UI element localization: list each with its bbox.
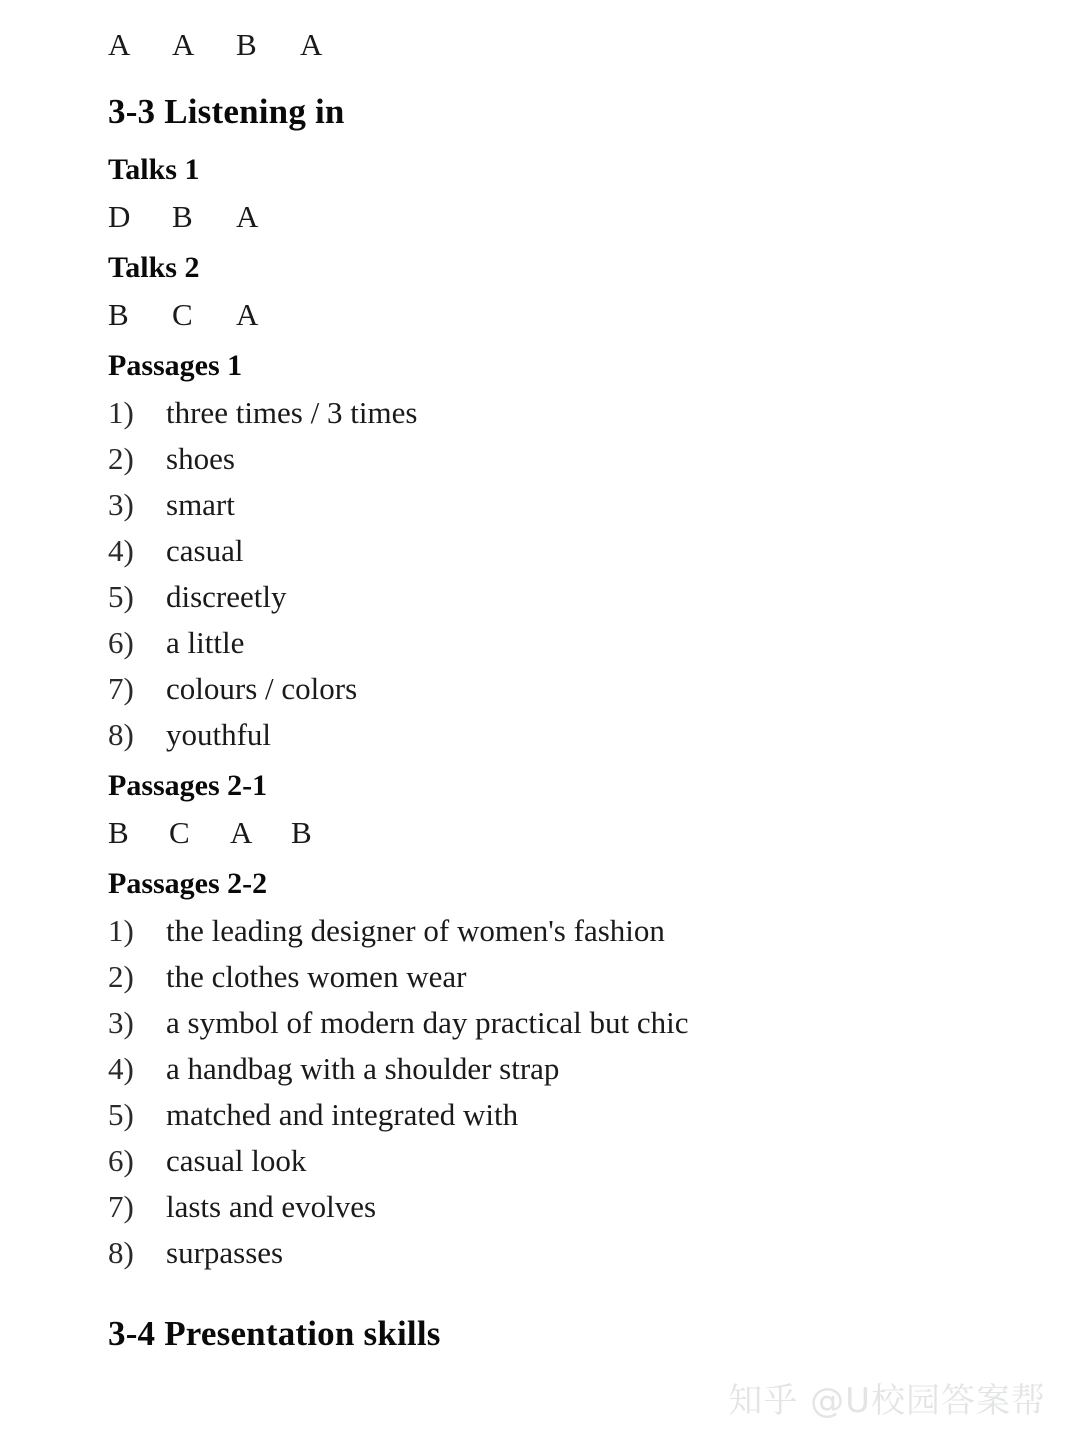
item-number: 7) (108, 671, 134, 706)
list-item (108, 436, 1040, 482)
item-number: 3) (108, 487, 134, 522)
item-number: 2) (108, 441, 134, 476)
item-number: 6) (108, 625, 134, 660)
item-number: 5) (108, 1097, 134, 1132)
item-answer: the clothes women wear (166, 959, 467, 994)
item-answer: youthful (166, 717, 272, 752)
item-number: 3) (108, 1005, 134, 1040)
list-item (108, 528, 1040, 574)
list-item (108, 1138, 1040, 1184)
item-answer: the leading designer of women's fashion (166, 913, 665, 948)
item-answer: casual look (166, 1143, 307, 1178)
item-answer: a symbol of modern day practical but chic (166, 1005, 689, 1040)
answer-letter: B (108, 297, 129, 332)
list-item (108, 620, 1040, 666)
item-number: 6) (108, 1143, 134, 1178)
item-answer: matched and integrated with (166, 1097, 519, 1132)
item-number: 8) (108, 717, 134, 752)
answer-letter: C (172, 297, 193, 332)
watermark: 知乎 @U校园答案帮 (728, 1381, 1046, 1421)
list-item (108, 712, 1040, 758)
list-item (108, 390, 1040, 436)
answer-row-talks-1 (108, 194, 1040, 240)
answer-letter: B (291, 815, 312, 850)
list-item (108, 908, 1040, 954)
item-answer: shoes (166, 441, 235, 476)
item-answer: casual (166, 533, 244, 568)
answer-letter: B (236, 27, 257, 62)
item-answer: colours / colors (166, 671, 358, 706)
answer-letter: D (108, 199, 131, 234)
item-number: 8) (108, 1235, 134, 1270)
answer-key-content (108, 22, 1040, 1370)
list-item (108, 1046, 1040, 1092)
list-item (108, 666, 1040, 712)
item-number: 1) (108, 395, 134, 430)
item-number: 4) (108, 533, 134, 568)
item-number: 5) (108, 579, 134, 614)
item-answer: lasts and evolves (166, 1189, 377, 1224)
subsection-heading-talks-1: Talks 1 (108, 153, 200, 186)
section-heading-listening-in: 3-3 Listening in (108, 92, 345, 131)
list-item (108, 574, 1040, 620)
item-number: 1) (108, 913, 134, 948)
subsection-heading-passages-1: Passages 1 (108, 349, 243, 382)
answer-list-passages-2-2 (108, 908, 1040, 1276)
answer-letter: A (236, 297, 259, 332)
answer-letter: B (172, 199, 193, 234)
list-item (108, 482, 1040, 528)
answer-row-passages-2-1 (108, 810, 1040, 856)
list-item (108, 1184, 1040, 1230)
item-answer: discreetly (166, 579, 287, 614)
subsection-heading-passages-2-2: Passages 2-2 (108, 867, 268, 900)
answer-letter: A (172, 27, 195, 62)
item-answer: three times / 3 times (166, 395, 418, 430)
answer-letter: A (108, 27, 131, 62)
subsection-heading-passages-2-1: Passages 2-1 (108, 769, 268, 802)
item-answer: surpasses (166, 1235, 284, 1270)
answer-letter: B (108, 815, 129, 850)
list-item (108, 1000, 1040, 1046)
answer-letter: A (300, 27, 323, 62)
answer-letter: A (230, 815, 253, 850)
list-item (108, 1092, 1040, 1138)
item-answer: a handbag with a shoulder strap (166, 1051, 560, 1086)
item-answer: smart (166, 487, 235, 522)
item-number: 7) (108, 1189, 134, 1224)
item-number: 2) (108, 959, 134, 994)
item-answer: a little (166, 625, 245, 660)
list-item (108, 1230, 1040, 1276)
subsection-heading-talks-2: Talks 2 (108, 251, 200, 284)
section-heading-presentation-skills: 3-4 Presentation skills (108, 1314, 441, 1353)
list-item (108, 954, 1040, 1000)
answer-row-talks-2 (108, 292, 1040, 338)
answer-list-passages-1 (108, 390, 1040, 758)
answer-row-top (108, 22, 1040, 68)
item-number: 4) (108, 1051, 134, 1086)
answer-letter: C (169, 815, 190, 850)
answer-letter: A (236, 199, 259, 234)
